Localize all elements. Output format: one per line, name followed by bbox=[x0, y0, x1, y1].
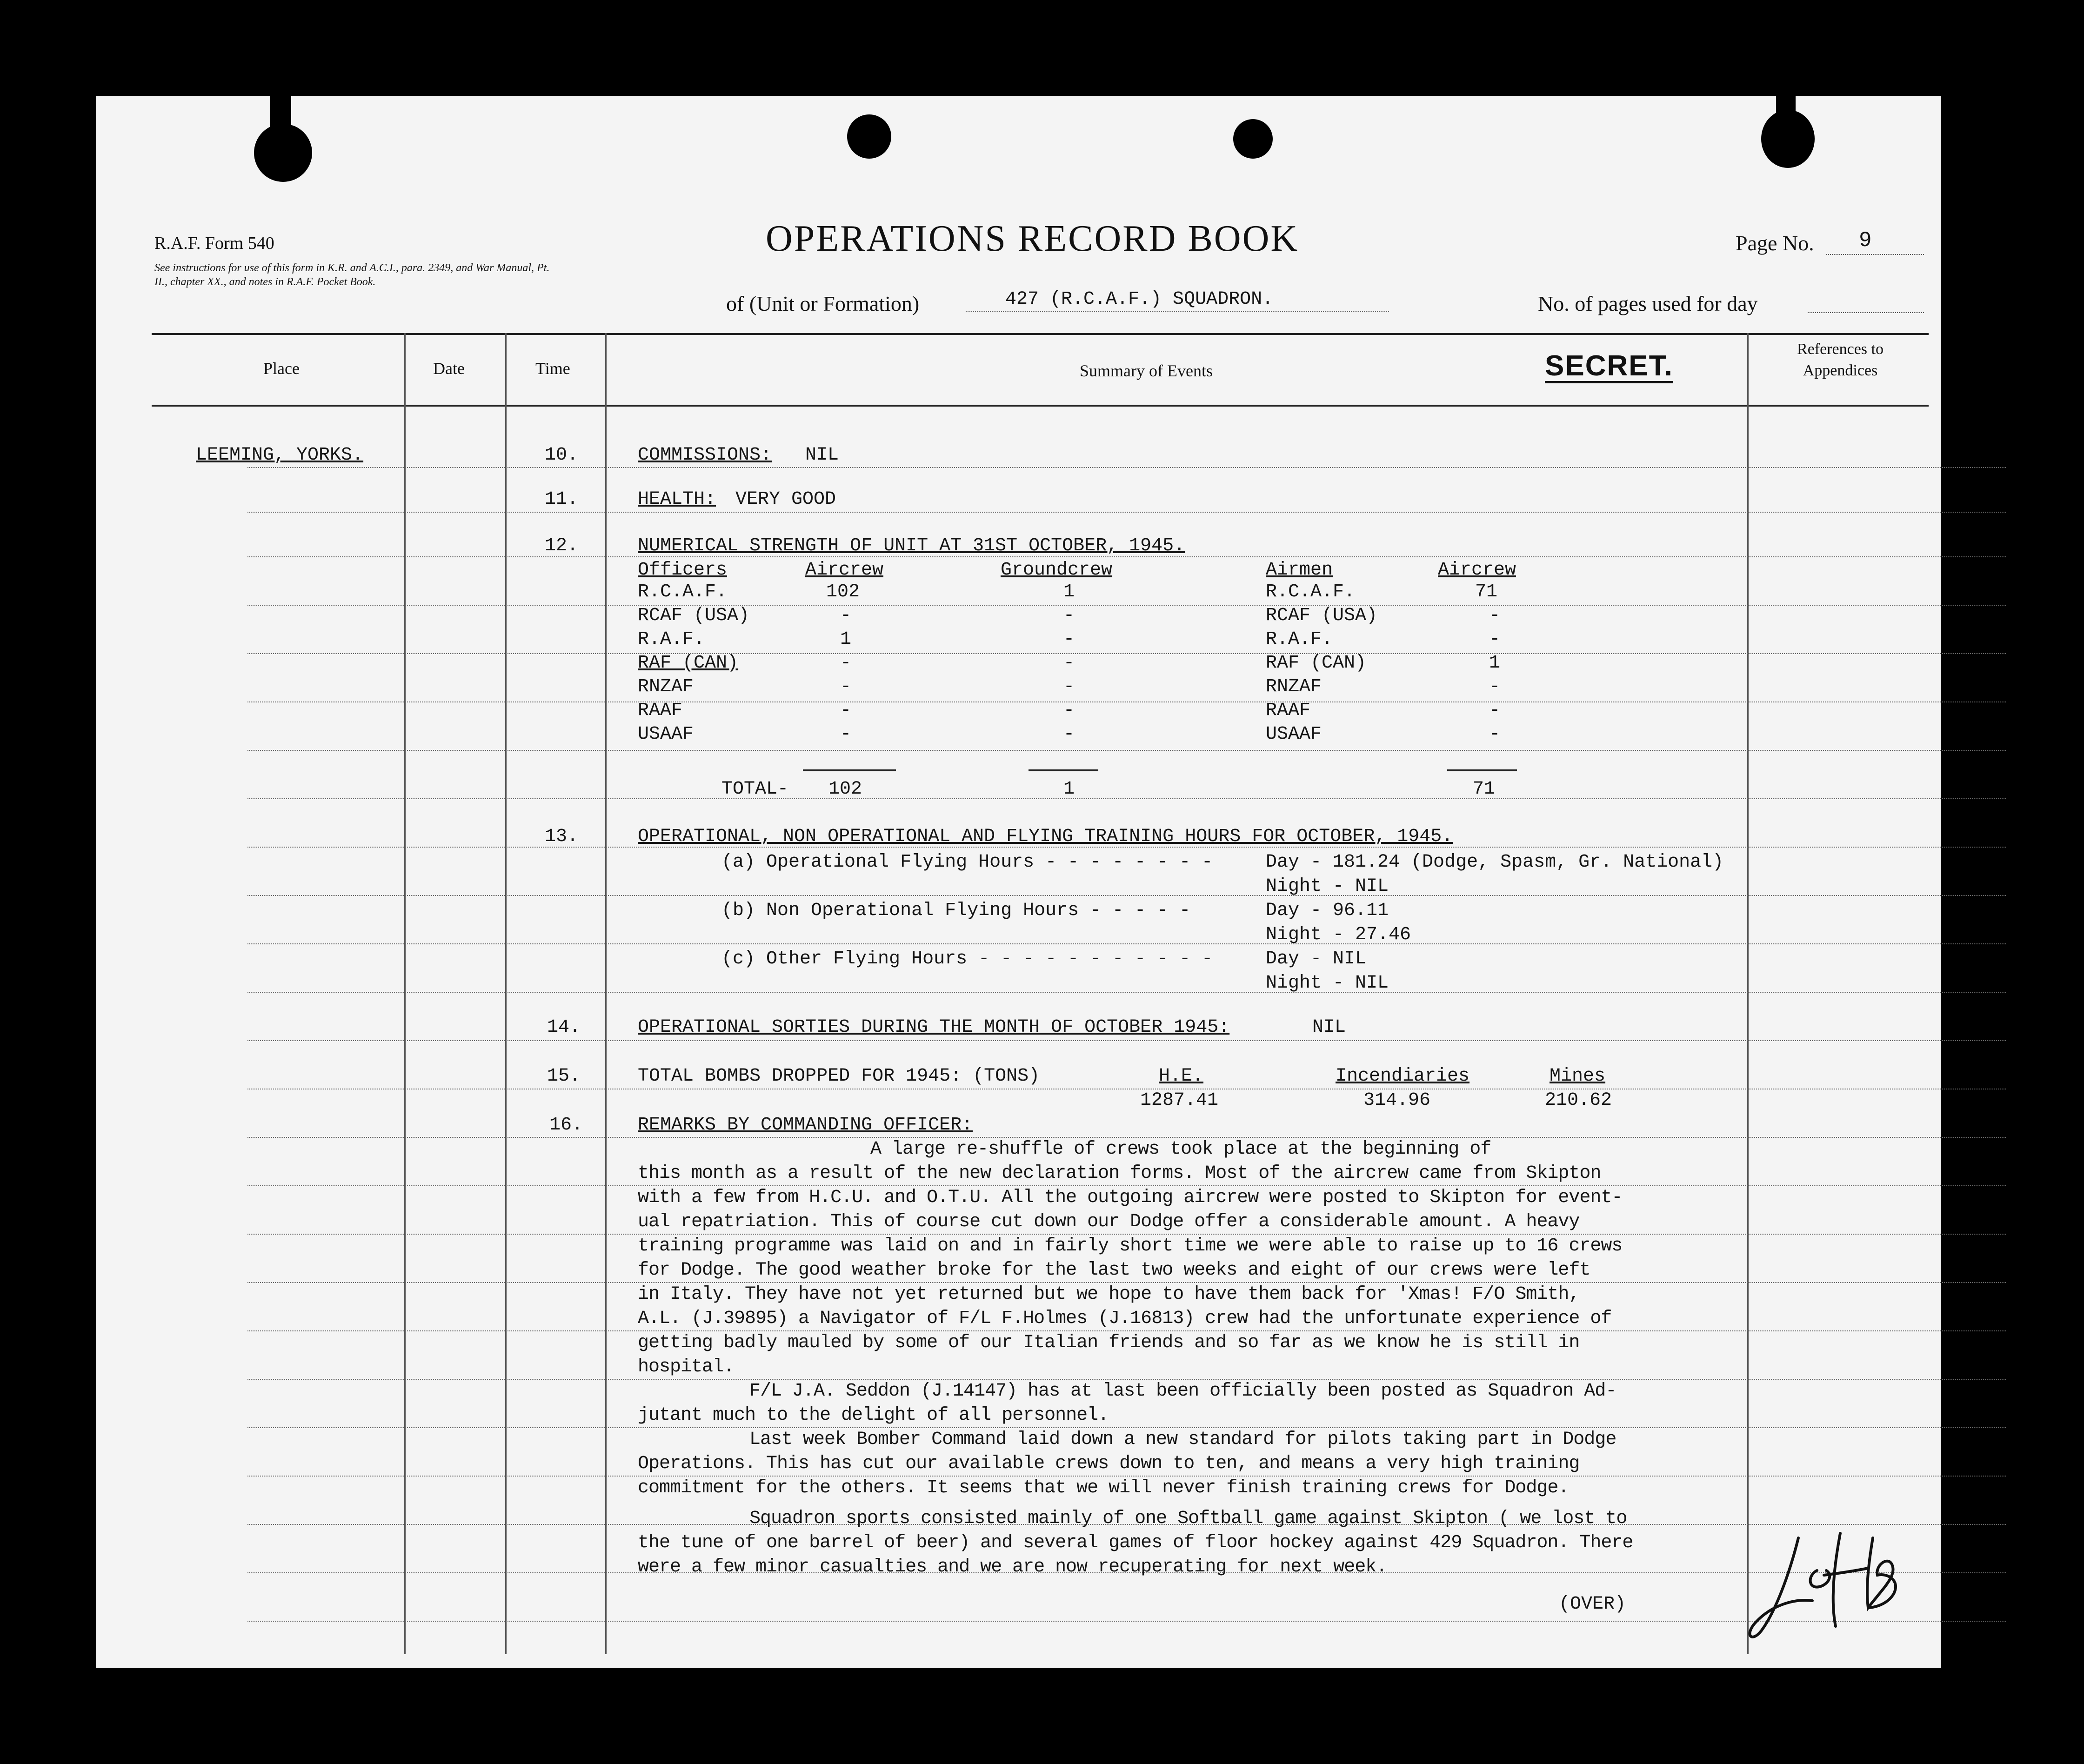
remarks-line: getting badly mauled by some of our Italian friends and so far as we know he is still in bbox=[638, 1332, 1580, 1353]
entry-14-heading: OPERATIONAL SORTIES DURING THE MONTH OF OCTOBER 1945: bbox=[638, 1017, 1230, 1038]
entry-number-16: 16. bbox=[549, 1115, 583, 1136]
unit-label: of (Unit or Formation) bbox=[726, 292, 920, 315]
page-number-line bbox=[1826, 254, 1924, 256]
hours-a-label: (a) Operational Flying Hours - - - - - - - - bbox=[721, 852, 1213, 873]
remarks-line: in Italy. They have not yet returned but we hope to have them back for 'Xmas! F/O Smith, bbox=[638, 1284, 1580, 1305]
row-rule bbox=[247, 605, 2006, 607]
entry-11-value: VERY GOOD bbox=[735, 489, 836, 510]
strength-row-aircrew: - bbox=[840, 605, 852, 626]
row-rule bbox=[247, 943, 2006, 945]
strength-row-aircrew: - bbox=[840, 724, 852, 745]
strength-row-service: R.C.A.F. bbox=[638, 581, 728, 602]
strength-row-service: RCAF (USA) bbox=[638, 605, 750, 626]
hours-b-day: Day - 96.11 bbox=[1266, 900, 1389, 921]
remarks-line: were a few minor casualties and we are now recuperating for next week. bbox=[638, 1557, 1387, 1577]
column-header-place: Place bbox=[263, 359, 300, 378]
strength-total-aircrew: 102 bbox=[828, 779, 862, 800]
over-marker: (OVER) bbox=[1559, 1594, 1626, 1615]
column-header-references: References to Appendices bbox=[1797, 341, 1884, 379]
entry-15-heading: TOTAL BOMBS DROPPED FOR 1945: (TONS) bbox=[638, 1066, 1040, 1087]
bombs-he-value: 1287.41 bbox=[1140, 1090, 1219, 1111]
row-rule bbox=[247, 798, 2006, 800]
remarks-line: A.L. (J.39895) a Navigator of F/L F.Holmes (J.16813) crew had the unfortunate experience of bbox=[638, 1308, 1612, 1329]
total-rule-aircrew bbox=[803, 769, 896, 771]
entry-number-12: 12. bbox=[545, 535, 579, 556]
remarks-line: for Dodge. The good weather broke for the last two weeks and eight of our crews were left bbox=[638, 1260, 1590, 1281]
hours-c-label: (c) Other Flying Hours - - - - - - - - - - - bbox=[721, 949, 1213, 969]
row-rule bbox=[247, 467, 2006, 469]
pages-used-label: No. of pages used for day bbox=[1538, 292, 1758, 315]
column-divider-summary-refs bbox=[1747, 333, 1749, 1654]
bombs-incendiaries-value: 314.96 bbox=[1363, 1090, 1431, 1111]
pages-used-line bbox=[1808, 312, 1924, 314]
place-value: LEEMING, YORKS. bbox=[196, 445, 364, 466]
strength-row-groundcrew: - bbox=[1063, 605, 1075, 626]
page-number: 9 bbox=[1859, 228, 1872, 253]
entry-number-10: 10. bbox=[545, 445, 579, 466]
strength-row-airmen: R.A.F. bbox=[1266, 629, 1333, 650]
entry-11-heading: HEALTH: bbox=[638, 489, 716, 510]
entry-10-heading: COMMISSIONS: bbox=[638, 445, 772, 466]
punch-hole-center-left bbox=[847, 114, 891, 159]
strength-row-groundcrew: - bbox=[1063, 700, 1075, 721]
strength-row-aircrew-airmen: - bbox=[1489, 724, 1501, 745]
remarks-line: F/L J.A. Seddon (J.14147) has at last been officially been posted as Squadron Ad- bbox=[749, 1381, 1616, 1402]
entry-number-15: 15. bbox=[547, 1066, 581, 1087]
strength-row-aircrew: 102 bbox=[826, 581, 860, 602]
punch-hole-right-notch bbox=[1776, 91, 1796, 124]
remarks-line: this month as a result of the new declaration forms. Most of the aircrew came from Skipton bbox=[638, 1163, 1601, 1184]
row-rule bbox=[247, 750, 2006, 752]
punch-hole-left-notch bbox=[270, 91, 291, 133]
strength-row-airmen: RAF (CAN) bbox=[1266, 653, 1367, 674]
row-rule bbox=[247, 1040, 2006, 1042]
row-rule bbox=[247, 653, 2006, 655]
strength-row-service: RNZAF bbox=[638, 676, 694, 697]
strength-row-aircrew: - bbox=[840, 676, 852, 697]
strength-row-aircrew-airmen: - bbox=[1489, 700, 1501, 721]
secret-stamp: SECRET. bbox=[1545, 350, 1673, 382]
column-divider-date-time bbox=[505, 333, 507, 1654]
total-rule-groundcrew bbox=[1029, 769, 1098, 771]
strength-row-aircrew-airmen: 1 bbox=[1489, 653, 1501, 674]
strength-row-airmen: RNZAF bbox=[1266, 676, 1322, 697]
strength-row-service: USAAF bbox=[638, 724, 694, 745]
column-header-time: Time bbox=[535, 359, 570, 378]
strength-row-airmen: R.C.A.F. bbox=[1266, 581, 1356, 602]
unit-value: 427 (R.C.A.F.) SQUADRON. bbox=[1005, 289, 1274, 310]
page-label: Page No. bbox=[1736, 231, 1814, 255]
strength-row-service: RAAF bbox=[638, 700, 683, 721]
strength-header-aircrew: Aircrew bbox=[805, 560, 884, 581]
remarks-line: commitment for the others. It seems that we will never finish training crews for Dodge. bbox=[638, 1477, 1569, 1498]
form-name: R.A.F. Form 540 bbox=[154, 234, 274, 253]
strength-row-aircrew-airmen: 71 bbox=[1475, 581, 1498, 602]
strength-row-groundcrew: - bbox=[1063, 724, 1075, 745]
column-divider-time-summary bbox=[605, 333, 607, 1654]
remarks-line: Squadron sports consisted mainly of one Softball game against Skipton ( we lost to bbox=[749, 1508, 1627, 1529]
entry-10-value: NIL bbox=[805, 445, 839, 466]
strength-header-aircrew-airmen: Aircrew bbox=[1438, 560, 1516, 581]
unit-value-line bbox=[966, 311, 1389, 313]
remarks-line: training programme was laid on and in fairly short time we were able to raise up to 16 crews bbox=[638, 1236, 1623, 1256]
column-divider-place-date bbox=[404, 333, 406, 1654]
remarks-line: with a few from H.C.U. and O.T.U. All the outgoing aircrew were posted to Skipton for event- bbox=[638, 1187, 1623, 1208]
punch-hole-center-right bbox=[1233, 119, 1273, 159]
hours-c-night: Night - NIL bbox=[1266, 973, 1389, 994]
remarks-line: ual repatriation. This of course cut down our Dodge offer a considerable amount. A heavy bbox=[638, 1211, 1580, 1232]
entry-number-14: 14. bbox=[547, 1017, 581, 1038]
header-bottom-rule bbox=[152, 405, 1929, 407]
hours-a-night: Night - NIL bbox=[1266, 876, 1389, 897]
strength-total-groundcrew: 1 bbox=[1063, 779, 1075, 800]
row-rule bbox=[247, 556, 2006, 558]
strength-row-aircrew-airmen: - bbox=[1489, 629, 1501, 650]
entry-16-heading: REMARKS BY COMMANDING OFFICER: bbox=[638, 1115, 973, 1136]
entry-14-value: NIL bbox=[1312, 1017, 1346, 1038]
bombs-he-label: H.E. bbox=[1159, 1066, 1204, 1087]
remarks-line: A large re-shuffle of crews took place at the beginning of bbox=[870, 1139, 1491, 1160]
remarks-line: Operations. This has cut our available crews down to ten, and means a very high training bbox=[638, 1453, 1580, 1474]
row-rule bbox=[247, 1621, 2006, 1623]
form-title: OPERATIONS RECORD BOOK bbox=[766, 218, 1299, 259]
strength-row-aircrew: - bbox=[840, 700, 852, 721]
entry-number-13: 13. bbox=[545, 826, 579, 847]
remarks-line: hospital. bbox=[638, 1356, 735, 1377]
hours-b-night: Night - 27.46 bbox=[1266, 924, 1411, 945]
remarks-line: the tune of one barrel of beer) and several games of floor hockey against 429 Squadron. There bbox=[638, 1532, 1633, 1553]
signature-mark bbox=[1743, 1519, 1910, 1654]
strength-total-label: TOTAL- bbox=[721, 779, 789, 800]
hours-a-day: Day - 181.24 (Dodge, Spasm, Gr. National) bbox=[1266, 852, 1724, 873]
column-header-summary: Summary of Events bbox=[1080, 361, 1213, 380]
bombs-mines-label: Mines bbox=[1550, 1066, 1606, 1087]
total-rule-aircrew-airmen bbox=[1447, 769, 1517, 771]
bombs-incendiaries-label: Incendiaries bbox=[1336, 1066, 1470, 1087]
strength-row-service: R.A.F. bbox=[638, 629, 705, 650]
strength-header-officers: Officers bbox=[638, 560, 728, 581]
remarks-line: Last week Bomber Command laid down a new standard for pilots taking part in Dodge bbox=[749, 1429, 1616, 1450]
column-header-date: Date bbox=[433, 359, 465, 378]
row-rule bbox=[247, 1089, 2006, 1090]
strength-row-groundcrew: 1 bbox=[1063, 581, 1075, 602]
entry-number-11: 11. bbox=[545, 489, 579, 510]
strength-row-groundcrew: - bbox=[1063, 676, 1075, 697]
strength-row-groundcrew: - bbox=[1063, 653, 1075, 674]
strength-row-aircrew: 1 bbox=[840, 629, 852, 650]
row-rule bbox=[247, 512, 2006, 514]
strength-row-groundcrew: - bbox=[1063, 629, 1075, 650]
strength-row-airmen: USAAF bbox=[1266, 724, 1322, 745]
strength-header-groundcrew: Groundcrew bbox=[1001, 560, 1113, 581]
row-rule bbox=[247, 992, 2006, 994]
entry-13-heading: OPERATIONAL, NON OPERATIONAL AND FLYING TRAINING HOURS FOR OCTOBER, 1945. bbox=[638, 826, 1453, 847]
strength-row-aircrew-airmen: - bbox=[1489, 605, 1501, 626]
strength-header-airmen: Airmen bbox=[1266, 560, 1333, 581]
strength-row-airmen: RCAF (USA) bbox=[1266, 605, 1378, 626]
strength-total-aircrew-airmen: 71 bbox=[1473, 779, 1496, 800]
entry-12-heading: NUMERICAL STRENGTH OF UNIT AT 31ST OCTOBER, 1945. bbox=[638, 535, 1185, 556]
table-top-rule bbox=[152, 333, 1929, 335]
hours-b-label: (b) Non Operational Flying Hours - - - - - bbox=[721, 900, 1191, 921]
row-rule bbox=[247, 702, 2006, 703]
form-instructions: See instructions for use of this form in K.R. and A.C.I., para. 2349, and War Manual, Pt. II., chapter XX., and notes in R.A.F. Pocket Book. bbox=[154, 262, 550, 288]
hours-c-day: Day - NIL bbox=[1266, 949, 1367, 969]
strength-row-aircrew-airmen: - bbox=[1489, 676, 1501, 697]
strength-row-service: RAF (CAN) bbox=[638, 653, 739, 674]
bombs-mines-value: 210.62 bbox=[1545, 1090, 1612, 1111]
remarks-line: jutant much to the delight of all personnel. bbox=[638, 1405, 1109, 1426]
form-sheet bbox=[96, 96, 1941, 1668]
strength-row-aircrew: - bbox=[840, 653, 852, 674]
row-rule bbox=[247, 895, 2006, 897]
strength-row-airmen: RAAF bbox=[1266, 700, 1311, 721]
